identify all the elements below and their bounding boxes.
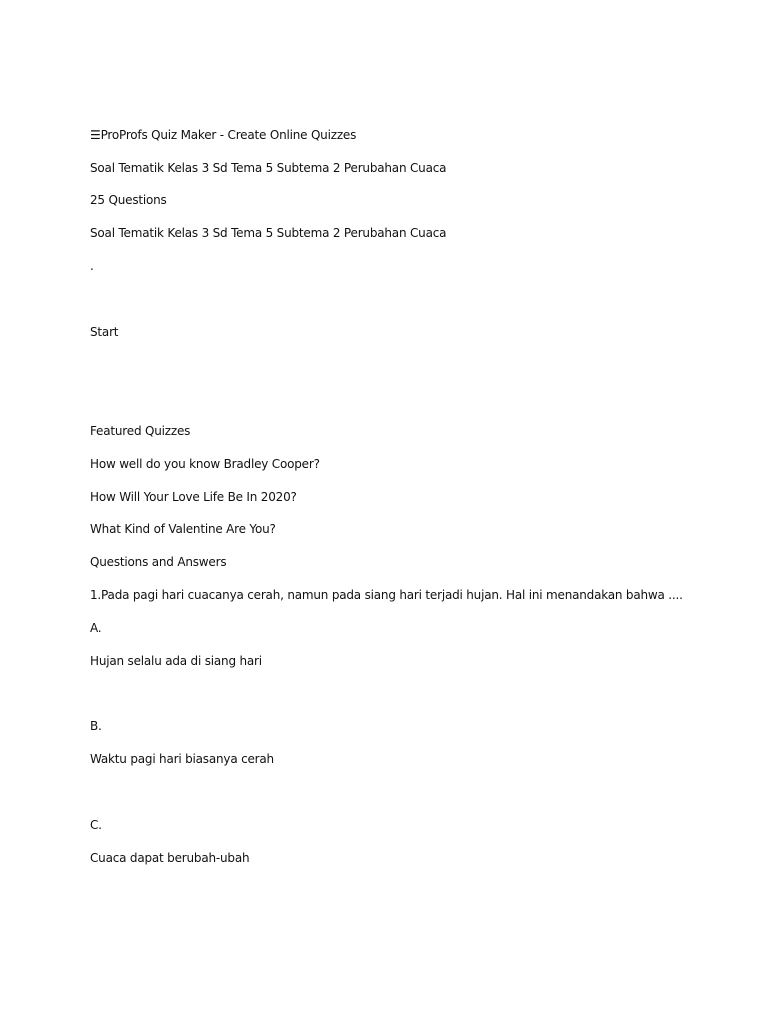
site-header[interactable] — [90, 127, 356, 143]
question-count: 25 Questions — [90, 193, 167, 207]
site-title[interactable]: ProProfs Quiz Maker - Create Online Quizzes — [100, 128, 357, 142]
option-letter-b: B. — [90, 719, 102, 733]
question-text: 1.Pada pagi hari cuacanya cerah, namun pada siang hari terjadi hujan. Hal ini menandakan bahwa .... — [90, 588, 683, 602]
option-letter-c: C. — [90, 818, 102, 832]
featured-quiz-link[interactable]: How well do you know Bradley Cooper? — [90, 457, 320, 471]
option-text-c[interactable]: Cuaca dapat berubah-ubah — [90, 851, 250, 865]
questions-answers-heading: Questions and Answers — [90, 555, 227, 569]
featured-quiz-link[interactable]: What Kind of Valentine Are You? — [90, 522, 276, 536]
featured-quizzes-heading: Featured Quizzes — [90, 424, 191, 438]
separator-dot: . — [90, 259, 94, 273]
quiz-description: Soal Tematik Kelas 3 Sd Tema 5 Subtema 2 Perubahan Cuaca — [90, 226, 447, 240]
start-button[interactable]: Start — [90, 325, 119, 339]
featured-quiz-link[interactable]: How Will Your Love Life Be In 2020? — [90, 490, 297, 504]
option-letter-a: A. — [90, 621, 102, 635]
quiz-title: Soal Tematik Kelas 3 Sd Tema 5 Subtema 2 Perubahan Cuaca — [90, 161, 447, 175]
option-text-a[interactable]: Hujan selalu ada di siang hari — [90, 654, 262, 668]
option-text-b[interactable]: Waktu pagi hari biasanya cerah — [90, 752, 274, 766]
menu-icon[interactable]: ☰ — [90, 128, 101, 142]
